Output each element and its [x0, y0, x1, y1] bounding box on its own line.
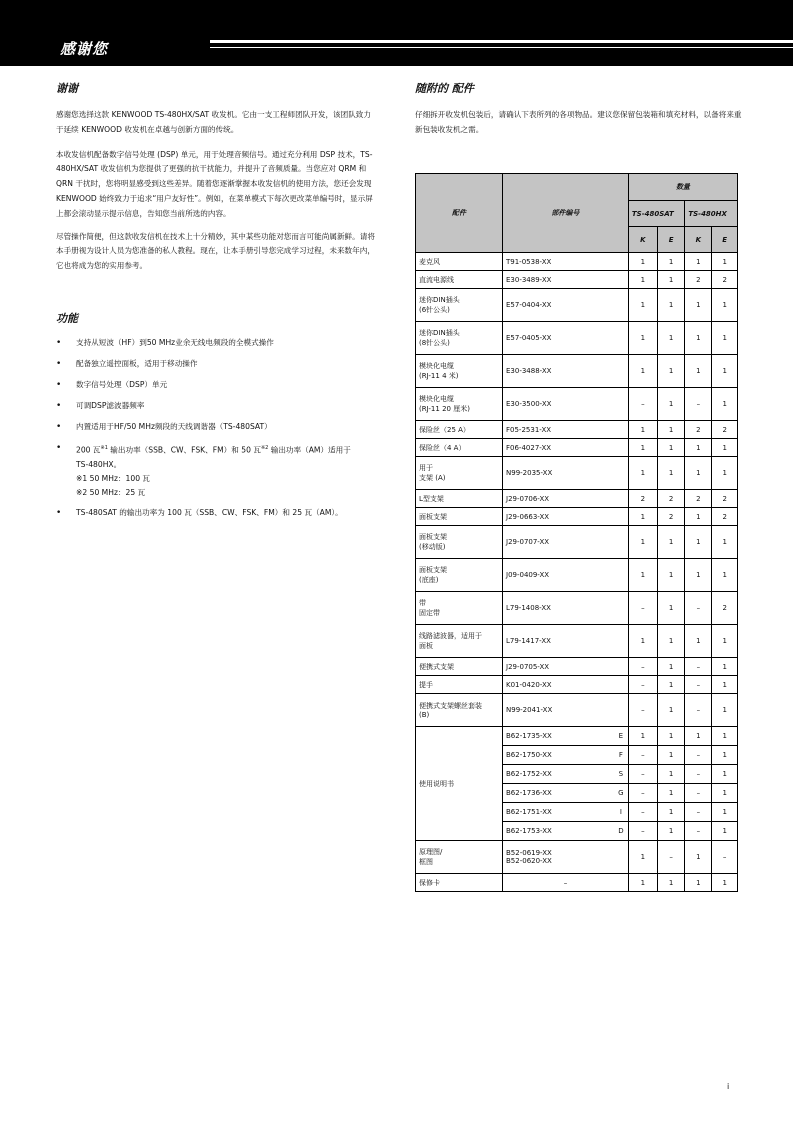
- qty-cell: 1: [685, 322, 712, 355]
- qty-cell: 1: [712, 803, 738, 822]
- accessories-table: [415, 173, 738, 892]
- qty-cell: 1: [628, 355, 657, 388]
- qty-cell: 2: [657, 490, 684, 508]
- qty-cell: 1: [712, 289, 738, 322]
- table-row: [416, 421, 738, 439]
- part-cell: J29-0705-XX: [503, 658, 629, 676]
- qty-cell: –: [628, 765, 657, 784]
- qty-cell: 1: [657, 271, 684, 289]
- qty-cell: 1: [712, 322, 738, 355]
- qty-cell: –: [628, 694, 657, 727]
- thanks-paragraph-3: 尽管操作简便，但这款收发信机在技术上十分精妙，其中某些功能对您而言可能尚属新鲜。请将本手册视为设计人员为您准备的私人教程。现在，让本手册引导您完成学习过程，未来数年内，它也将成为您的实用参考。: [56, 231, 375, 271]
- part-cell: T91-0538-XX: [503, 253, 629, 271]
- qty-cell: 1: [712, 388, 738, 421]
- qty-cell: –: [685, 803, 712, 822]
- bullet: •: [56, 358, 62, 369]
- item-cell: 麦克风: [416, 253, 503, 271]
- qty-cell: 2: [657, 508, 684, 526]
- part-cell: E57-0404-XX: [503, 289, 629, 322]
- qty-cell: 1: [712, 526, 738, 559]
- features-list: [56, 336, 376, 520]
- qty-cell: 1: [685, 439, 712, 457]
- part-cell: B62-1751-XX: [503, 803, 614, 822]
- thanks-paragraph-1: 感谢您选择这款 KENWOOD TS-480HX/SAT 收发机。它由一支工程师团队开发，该团队致力于延续 KENWOOD 收发机在卓越与创新方面的传统。: [56, 110, 371, 134]
- item-cell: 面板支架: [416, 508, 503, 526]
- table-row: [416, 490, 738, 508]
- item-cell: 使用说明书: [416, 727, 503, 841]
- qty-cell: 1: [657, 784, 684, 803]
- item-cell: 直流电源线: [416, 271, 503, 289]
- qty-cell: 1: [628, 289, 657, 322]
- qty-cell: 1: [657, 822, 684, 841]
- part-cell: J29-0707-XX: [503, 526, 629, 559]
- item-cell: 便携式支架: [416, 658, 503, 676]
- qty-cell: 1: [712, 559, 738, 592]
- table-row: [416, 457, 738, 490]
- qty-cell: 2: [712, 592, 738, 625]
- qty-cell: 1: [712, 625, 738, 658]
- qty-cell: 1: [685, 625, 712, 658]
- suffix-cell: E: [614, 727, 629, 746]
- col-header-hx-k: K: [685, 227, 712, 253]
- qty-cell: 1: [712, 439, 738, 457]
- header-rule: [210, 40, 793, 43]
- table-row: [416, 439, 738, 457]
- table-row: [416, 508, 738, 526]
- col-header-part: 部件编号: [503, 174, 629, 253]
- table-row: [416, 694, 738, 727]
- part-cell: B62-1753-XX: [503, 822, 614, 841]
- part-cell: L79-1408-XX: [503, 592, 629, 625]
- table-row: [416, 592, 738, 625]
- qty-cell: 1: [657, 803, 684, 822]
- item-cell: 迷你DIN插头 (6针公头): [416, 289, 503, 322]
- table-row: [416, 676, 738, 694]
- table-row: [416, 271, 738, 289]
- page-number: i: [727, 1082, 730, 1091]
- part-cell: E30-3488-XX: [503, 355, 629, 388]
- qty-cell: 1: [628, 559, 657, 592]
- item-cell: 保险丝（4 A）: [416, 439, 503, 457]
- qty-cell: 1: [712, 658, 738, 676]
- qty-cell: 1: [657, 355, 684, 388]
- qty-cell: 1: [657, 765, 684, 784]
- qty-cell: 1: [657, 625, 684, 658]
- qty-cell: 2: [685, 490, 712, 508]
- part-cell: J29-0706-XX: [503, 490, 629, 508]
- accessories-table-body: [416, 253, 738, 892]
- bullet: •: [56, 379, 62, 390]
- part-cell: B62-1750-XX: [503, 746, 614, 765]
- item-cell: 提手: [416, 676, 503, 694]
- qty-cell: –: [685, 822, 712, 841]
- suffix-cell: G: [614, 784, 629, 803]
- qty-cell: –: [685, 765, 712, 784]
- table-row: [416, 388, 738, 421]
- qty-cell: –: [685, 388, 712, 421]
- qty-cell: 1: [628, 271, 657, 289]
- qty-cell: 1: [712, 694, 738, 727]
- qty-cell: 1: [657, 253, 684, 271]
- qty-cell: 1: [685, 559, 712, 592]
- col-header-sat-e: E: [657, 227, 684, 253]
- qty-cell: 1: [712, 765, 738, 784]
- part-cell: J09-0409-XX: [503, 559, 629, 592]
- table-row: [416, 841, 738, 874]
- feature-item: • 支持从短波（HF）到50 MHz业余无线电频段的全模式操作: [56, 337, 274, 348]
- qty-cell: 2: [628, 490, 657, 508]
- table-row: [416, 322, 738, 355]
- item-cell: 带 固定带: [416, 592, 503, 625]
- feature-power-model: TS-480HX。: [76, 459, 122, 469]
- qty-cell: 1: [628, 508, 657, 526]
- bullet: •: [56, 337, 62, 348]
- part-cell: F06-4027-XX: [503, 439, 629, 457]
- feature-item: • 数字信号处理（DSP）单元: [56, 379, 168, 390]
- qty-cell: 2: [712, 271, 738, 289]
- qty-cell: 1: [712, 457, 738, 490]
- qty-cell: 2: [685, 271, 712, 289]
- qty-cell: 1: [685, 508, 712, 526]
- qty-cell: 1: [628, 526, 657, 559]
- qty-cell: 1: [657, 694, 684, 727]
- suffix-cell: S: [614, 765, 629, 784]
- col-header-qty: 数量: [628, 174, 737, 201]
- suffix-cell: D: [614, 822, 629, 841]
- qty-cell: 1: [657, 457, 684, 490]
- table-row: [416, 253, 738, 271]
- qty-cell: –: [628, 388, 657, 421]
- qty-cell: 1: [657, 676, 684, 694]
- qty-cell: 1: [628, 421, 657, 439]
- part-cell: N99-2041-XX: [503, 694, 629, 727]
- feature-power: • 200 瓦$^{※1}$ 输出功率（SSB、CW、FSK、FM）和 50 瓦$^{※2}$ 输出功率（AM）适用于 TS-480HX。: [56, 442, 351, 469]
- col-header-sat: TS-480SAT: [628, 201, 684, 227]
- item-cell: 模块化电缆 (RJ-11 20 厘米): [416, 388, 503, 421]
- item-cell: L型支架: [416, 490, 503, 508]
- table-row: [416, 526, 738, 559]
- qty-cell: 1: [657, 289, 684, 322]
- header-banner: [0, 0, 793, 66]
- thanks-paragraph-2: 本收发信机配备数字信号处理 (DSP) 单元，用于处理音频信号。通过充分利用 DSP 技术，TS-480HX/SAT 收发信机为您提供了更强的抗干扰能力，并提升了音频质量。当您应对 QRM 和 QRN 干扰时，您将明显感受到这些差异。随着您逐渐掌握本收发信机的使用方法，您还会发现 KENWOOD 始终致力于追求“用户友好性”。例如，在菜单模式下每次更改菜单编号时，显示屏上都会滚动显示提示信息，告知您当前所选的内容。: [56, 149, 373, 218]
- part-cell: B52-0619-XX B52-0620-XX: [503, 841, 629, 874]
- qty-cell: 1: [712, 727, 738, 746]
- part-cell: B62-1736-XX: [503, 784, 614, 803]
- table-row: [416, 289, 738, 322]
- qty-cell: –: [685, 746, 712, 765]
- qty-cell: 1: [628, 322, 657, 355]
- item-cell: 原理图/ 框图: [416, 841, 503, 874]
- qty-cell: 1: [628, 841, 657, 874]
- features-heading: 功能: [56, 311, 78, 325]
- table-row: [416, 625, 738, 658]
- part-cell: N99-2035-XX: [503, 457, 629, 490]
- part-cell: B62-1752-XX: [503, 765, 614, 784]
- qty-cell: –: [685, 658, 712, 676]
- qty-cell: 1: [685, 727, 712, 746]
- qty-cell: 2: [685, 421, 712, 439]
- table-row: [416, 874, 738, 892]
- qty-cell: 1: [712, 746, 738, 765]
- qty-cell: 1: [685, 457, 712, 490]
- item-cell: 面板支架 (底座): [416, 559, 503, 592]
- accessories-intro: 仔细拆开收发机包装后，请确认下表所列的各项物品。建议您保留包装箱和填充材料，以备将来重新包装收发机之需。: [415, 110, 742, 134]
- part-cell: F05-2531-XX: [503, 421, 629, 439]
- feature-item: • 可调DSP滤波器频率: [56, 400, 145, 411]
- bullet: •: [56, 507, 62, 518]
- qty-cell: 1: [657, 746, 684, 765]
- qty-cell: 1: [657, 727, 684, 746]
- item-cell: 保险丝（25 A）: [416, 421, 503, 439]
- qty-cell: 1: [657, 388, 684, 421]
- qty-cell: 1: [657, 559, 684, 592]
- item-cell: 便携式支架螺丝套装 (B): [416, 694, 503, 727]
- part-cell: E57-0405-XX: [503, 322, 629, 355]
- qty-cell: –: [685, 784, 712, 803]
- suffix-cell: F: [614, 746, 629, 765]
- part-cell: B62-1735-XX: [503, 727, 614, 746]
- suffix-cell: I: [614, 803, 629, 822]
- feature-item: • 配备独立遥控面板，适用于移动操作: [56, 358, 198, 369]
- col-header-item: 配件: [416, 174, 503, 253]
- item-cell: 迷你DIN插头 (8针公头): [416, 322, 503, 355]
- table-row: [416, 727, 738, 746]
- right-column: [415, 80, 745, 138]
- feature-item: • 内置适用于HF/50 MHz频段的天线调谐器（TS-480SAT）: [56, 421, 272, 432]
- qty-cell: –: [685, 694, 712, 727]
- qty-cell: 1: [657, 658, 684, 676]
- feature-sat-power: • TS-480SAT 的输出功率为 100 瓦（SSB、CW、FSK、FM）和 25 瓦（AM）。: [56, 507, 343, 518]
- table-row: [416, 355, 738, 388]
- page-title: 感谢您: [60, 40, 109, 58]
- qty-cell: 1: [657, 592, 684, 625]
- table-row: [416, 559, 738, 592]
- part-cell: J29-0663-XX: [503, 508, 629, 526]
- qty-cell: 1: [657, 421, 684, 439]
- item-cell: 线路滤波器，适用于 面板: [416, 625, 503, 658]
- qty-cell: 1: [712, 874, 738, 892]
- accessories-heading: 随附的 配件: [415, 82, 474, 95]
- qty-cell: –: [628, 676, 657, 694]
- qty-cell: –: [685, 592, 712, 625]
- qty-cell: –: [628, 658, 657, 676]
- qty-cell: 2: [712, 490, 738, 508]
- col-header-hx: TS-480HX: [685, 201, 738, 227]
- qty-cell: –: [628, 822, 657, 841]
- qty-cell: 1: [712, 676, 738, 694]
- item-cell: 用于 支架 (A): [416, 457, 503, 490]
- qty-cell: 1: [685, 874, 712, 892]
- qty-cell: 1: [685, 355, 712, 388]
- qty-cell: 1: [657, 322, 684, 355]
- qty-cell: 1: [628, 253, 657, 271]
- qty-cell: 1: [712, 253, 738, 271]
- part-cell: K01-0420-XX: [503, 676, 629, 694]
- col-header-sat-k: K: [628, 227, 657, 253]
- item-cell: 模块化电缆 (RJ-11 4 米): [416, 355, 503, 388]
- qty-cell: 1: [628, 439, 657, 457]
- table-row: [416, 658, 738, 676]
- bullet: •: [56, 400, 62, 411]
- qty-cell: 1: [657, 526, 684, 559]
- qty-cell: 1: [657, 874, 684, 892]
- left-column: [56, 80, 376, 520]
- qty-cell: –: [628, 803, 657, 822]
- qty-cell: 1: [628, 874, 657, 892]
- qty-cell: 1: [685, 526, 712, 559]
- qty-cell: 1: [657, 439, 684, 457]
- part-cell: E30-3500-XX: [503, 388, 629, 421]
- footnote-2: ※2 50 MHz：25 瓦: [76, 487, 146, 497]
- qty-cell: 1: [712, 822, 738, 841]
- thanks-heading: 谢谢: [56, 82, 78, 95]
- part-cell: –: [503, 874, 629, 892]
- qty-cell: 1: [685, 253, 712, 271]
- item-cell: 面板支架 (移动版): [416, 526, 503, 559]
- qty-cell: –: [628, 784, 657, 803]
- qty-cell: –: [712, 841, 738, 874]
- qty-cell: 1: [685, 841, 712, 874]
- qty-cell: 1: [628, 727, 657, 746]
- qty-cell: 1: [628, 625, 657, 658]
- qty-cell: –: [628, 746, 657, 765]
- bullet: •: [56, 442, 62, 453]
- qty-cell: 1: [628, 457, 657, 490]
- qty-cell: –: [657, 841, 684, 874]
- part-cell: L79-1417-XX: [503, 625, 629, 658]
- qty-cell: 1: [712, 784, 738, 803]
- item-cell: 保修卡: [416, 874, 503, 892]
- qty-cell: 1: [685, 289, 712, 322]
- bullet: •: [56, 421, 62, 432]
- col-header-hx-e: E: [712, 227, 738, 253]
- qty-cell: 2: [712, 508, 738, 526]
- qty-cell: –: [628, 592, 657, 625]
- footnote-1: ※1 50 MHz：100 瓦: [76, 473, 151, 483]
- qty-cell: 2: [712, 421, 738, 439]
- header-rule-thin: [210, 47, 793, 48]
- qty-cell: –: [685, 676, 712, 694]
- part-cell: E30-3489-XX: [503, 271, 629, 289]
- qty-cell: 1: [712, 355, 738, 388]
